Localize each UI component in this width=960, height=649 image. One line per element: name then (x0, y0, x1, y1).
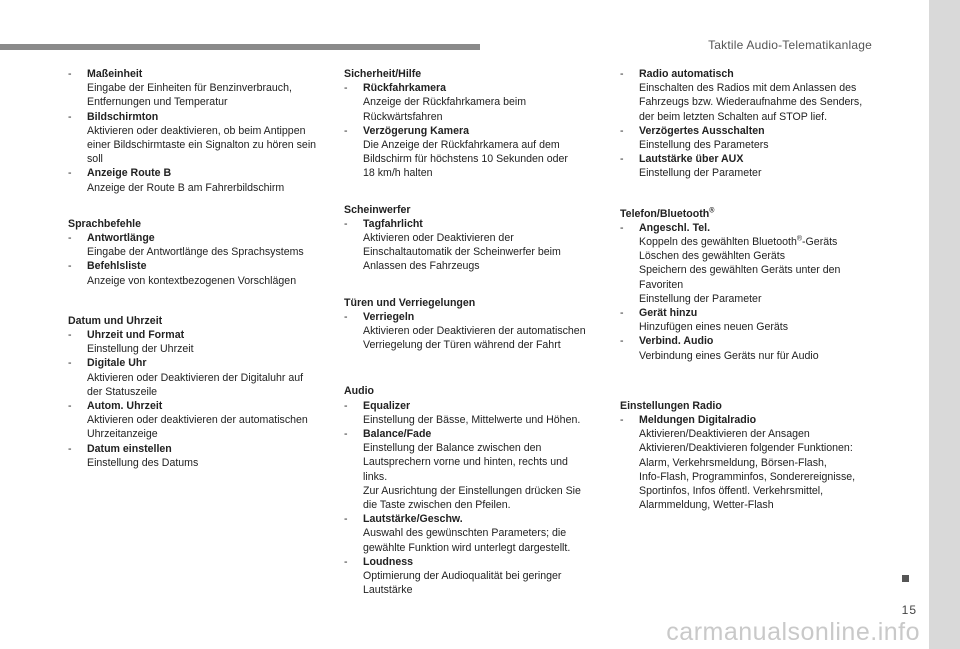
setting-title: Verbind. Audio (639, 335, 714, 348)
setting-title: Tagfahrlicht (363, 217, 423, 230)
setting-title: Antwortlänge (87, 232, 155, 245)
setting-entry: - Verzögertes Ausschalten Einstellung des Parameters (620, 124, 875, 152)
side-tab-band (929, 0, 960, 649)
setting-entry: - Rückfahrkamera Anzeige der Rückfahrkamera beim Rückwärtsfahren (344, 81, 606, 124)
header-title: Taktile Audio-Telematikanlage (708, 38, 872, 52)
setting-entry: - Autom. Uhrzeit Aktivieren oder deaktivieren der automatischen Uhrzeitanzeige (68, 399, 330, 442)
setting-entry: - Verzögerung Kamera Die Anzeige der Rückfahrkamera auf dem Bildschirm für höchstens 10 Sekunden oder 18 km/h halten (344, 124, 606, 181)
setting-entry: - Tagfahrlicht Aktivieren oder Deaktivieren der Einschaltautomatik der Scheinwerfer beim Anlassen des Fahrzeugs (344, 217, 606, 274)
setting-title: Loudness (363, 555, 414, 568)
setting-entry: - Datum einstellen Einstellung des Datums (68, 442, 330, 470)
setting-title: Maßeinheit (87, 68, 143, 80)
watermark: carmanualsonline.info (666, 618, 920, 646)
setting-title: Verzögertes Ausschalten (639, 124, 765, 137)
section-phone-bluetooth (620, 207, 875, 363)
section-voice-commands (68, 217, 330, 288)
setting-entry: - Radio automatisch Einschalten des Radios mit dem Anlassen des Fahrzeugs bzw. Wiederaufnahme des Senders, der beim letzten Schalten auf STOP lief. (620, 67, 875, 124)
section-radio-settings (620, 399, 875, 513)
setting-entry: - Verriegeln Aktivieren oder Deaktivieren der automatischen Verriegelung der Türen während der Fahrt (344, 310, 606, 353)
setting-entry: - Anzeige Route B Anzeige der Route B am Fahrerbildschirm (68, 166, 330, 194)
section-title: Einstellungen Radio (620, 399, 722, 412)
section-units (68, 67, 330, 195)
section-title: Türen und Verriegelungen (344, 296, 476, 309)
setting-title: Rückfahrkamera (363, 82, 447, 95)
section-title: Sprachbefehle (68, 217, 142, 230)
setting-title: Befehlsliste (87, 260, 147, 273)
setting-entry: - Balance/Fade Einstellung der Balance zwischen den Lautsprechern vorne und hinten, rechts und links. Zur Ausrichtung der Einstellungen drücken Sie die Taste zwischen den Pfeilen. (344, 427, 606, 512)
setting-title: Uhrzeit und Format (87, 329, 185, 342)
setting-entry: - Digitale Uhr Aktivieren oder Deaktivieren der Digitaluhr auf der Statuszeile (68, 356, 330, 399)
section-title: Audio (344, 385, 375, 398)
setting-entry: - Maßeinheit Eingabe der Einheiten für Benzinverbrauch, Entfernungen und Temperatur (68, 67, 330, 110)
section-headlights (344, 203, 606, 274)
section-title: Telefon/Bluetooth® (620, 207, 715, 220)
section-date-time (68, 314, 330, 470)
setting-entry: - Befehlsliste Anzeige von kontextbezogenen Vorschlägen (68, 259, 330, 287)
section-safety (344, 67, 606, 181)
setting-entry: - Meldungen Digitalradio Aktivieren/Deaktivieren der Ansagen Aktivieren/Deaktivieren folgender Funktionen: Alarm, Verkehrsmeldung, Börsen-Flash, Info-Flash, Programminfos, Sonderereignisse, Sportinfos, Infos öffentl. Verkehrsmittel, Alarmmeldung, Wetter-Flash (620, 413, 875, 512)
section-doors (344, 296, 606, 353)
setting-title: Verriegeln (363, 310, 415, 323)
setting-title: Anzeige Route B (87, 167, 172, 180)
section-audio (344, 384, 606, 597)
setting-title: Angeschl. Tel. (639, 221, 711, 234)
setting-title: Lautstärke/Geschw. (363, 513, 463, 526)
column-1 (68, 67, 330, 492)
section-radio-general (620, 67, 875, 181)
setting-title: Gerät hinzu (639, 307, 698, 320)
section-title: Sicherheit/Hilfe (344, 68, 422, 80)
setting-entry: - Gerät hinzu Hinzufügen eines neuen Geräts (620, 306, 875, 334)
column-2 (344, 67, 606, 620)
setting-title: Balance/Fade (363, 428, 432, 441)
setting-title: Datum einstellen (87, 442, 172, 455)
setting-entry: - Uhrzeit und Format Einstellung der Uhrzeit (68, 328, 330, 356)
setting-title: Bildschirmton (87, 110, 159, 123)
section-title: Scheinwerfer (344, 203, 411, 216)
setting-entry: - Angeschl. Tel. Koppeln des gewählten Bluetooth®-Geräts Löschen des gewählten Geräts Speichern des gewählten Geräts unter den Favoriten Einstellung der Parameter (620, 221, 875, 306)
setting-entry: - Equalizer Einstellung der Bässe, Mittelwerte und Höhen. (344, 399, 606, 427)
setting-entry: - Loudness Optimierung der Audioqualität bei geringer Lautstärke (344, 555, 606, 598)
setting-title: Equalizer (363, 399, 411, 412)
setting-title: Verzögerung Kamera (363, 124, 469, 137)
setting-entry: - Bildschirmton Aktivieren oder deaktivieren, ob beim Antippen einer Bildschirmtaste ein Signalton zu hören sein soll (68, 110, 330, 167)
chapter-marker-icon (902, 575, 909, 582)
column-3 (620, 67, 875, 534)
page-number: 15 (901, 603, 917, 617)
setting-title: Digitale Uhr (87, 357, 147, 370)
setting-title: Autom. Uhrzeit (87, 400, 163, 413)
setting-entry: - Lautstärke über AUX Einstellung der Parameter (620, 152, 875, 180)
setting-title: Radio automatisch (639, 68, 734, 80)
setting-title: Meldungen Digitalradio (639, 414, 757, 427)
header-rule (0, 44, 480, 50)
section-title: Datum und Uhrzeit (68, 314, 163, 327)
setting-entry: - Verbind. Audio Verbindung eines Geräts nur für Audio (620, 334, 875, 362)
setting-entry: - Antwortlänge Eingabe der Antwortlänge des Sprachsystems (68, 231, 330, 259)
setting-title: Lautstärke über AUX (639, 153, 744, 166)
setting-entry: - Lautstärke/Geschw. Auswahl des gewünschten Parameters; die gewählte Funktion wird unterlegt dargestellt. (344, 512, 606, 555)
